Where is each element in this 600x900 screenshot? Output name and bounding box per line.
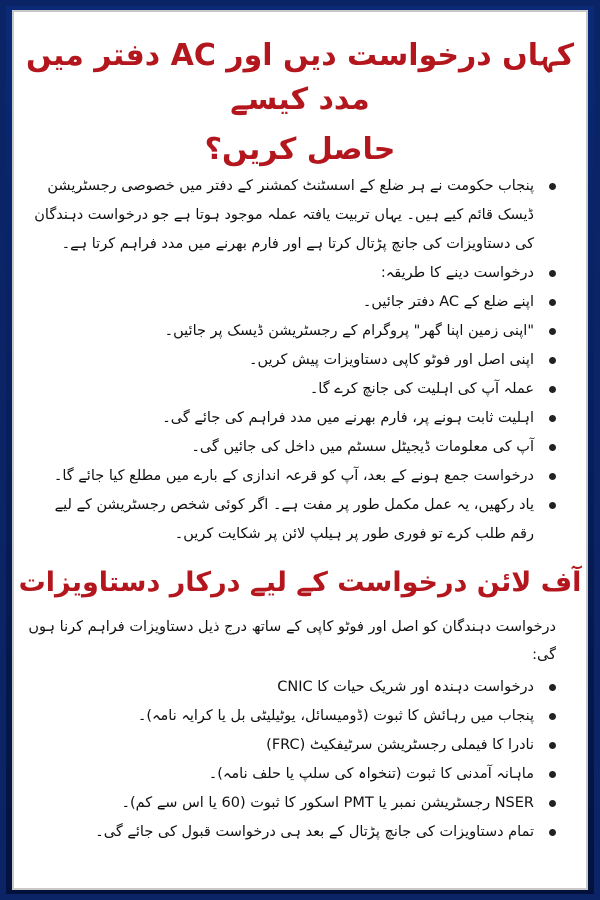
list-item <box>28 491 556 549</box>
bullet-icon <box>549 473 556 480</box>
list-item <box>28 789 556 818</box>
page-title-line1: کہاں درخواست دیں اور AC دفتر میں مدد کیسے <box>25 38 575 117</box>
list-item <box>28 462 556 491</box>
list-item <box>28 673 556 702</box>
list-item <box>28 346 556 375</box>
bullet-icon <box>549 742 556 749</box>
list-item-text: NSER رجسٹریشن نمبر یا PMT اسکور کا ثبوت (60 یا اس سے کم)۔ <box>121 795 534 811</box>
list-item-text: "اپنی زمین اپنا گھر" پروگرام کے رجسٹریشن ڈیسک پر جائیں۔ <box>164 323 534 339</box>
bullet-icon <box>549 328 556 335</box>
required-documents-list <box>14 673 586 847</box>
list-item-text: پنجاب حکومت نے ہر ضلع کے اسسٹنٹ کمشنر کے دفتر میں خصوصی رجسٹریشن ڈیسک قائم کیے ہیں۔ یہاں تربیت یافتہ عملہ موجود ہوتا ہے جو درخواست دہندگان کی دستاویزات کی جانچ پڑتال کرتا ہے اور فارم بھرنے میں مدد فراہم کرتا ہے۔ <box>34 178 534 252</box>
list-item-text: ماہانہ آمدنی کا ثبوت (تنخواہ کی سلپ یا حلف نامہ)۔ <box>208 766 534 782</box>
application-steps-list <box>14 172 586 549</box>
list-item <box>28 433 556 462</box>
list-item-text: تمام دستاویزات کی جانچ پڑتال کے بعد ہی درخواست قبول کی جائے گی۔ <box>95 824 534 840</box>
list-item <box>28 818 556 847</box>
bullet-icon <box>549 713 556 720</box>
page-title-line2: حاصل کریں؟ <box>204 132 396 167</box>
bullet-icon <box>549 183 556 190</box>
bullet-icon <box>549 800 556 807</box>
list-item <box>28 172 556 259</box>
list-item-text: پنجاب میں رہائش کا ثبوت (ڈومیسائل، یوٹیلیٹی بل یا کرایہ نامہ)۔ <box>137 708 534 724</box>
list-item-text: درخواست دینے کا طریقہ: <box>380 265 534 281</box>
content-panel <box>12 10 588 890</box>
bullet-icon <box>549 270 556 277</box>
list-item-text: درخواست دہندہ اور شریک حیات کا CNIC <box>277 679 534 695</box>
section-title-offline-documents: آف لائن درخواست کے لیے درکار دستاویزات <box>18 567 582 598</box>
list-item <box>28 317 556 346</box>
bullet-icon <box>549 386 556 393</box>
bullet-icon <box>549 502 556 509</box>
list-item-text: نادرا کا فیملی رجسٹریشن سرٹیفکیٹ (FRC) <box>266 737 534 753</box>
bullet-icon <box>549 771 556 778</box>
bullet-icon <box>549 444 556 451</box>
bullet-icon <box>549 829 556 836</box>
list-item <box>28 702 556 731</box>
list-item-text: اہلیت ثابت ہونے پر، فارم بھرنے میں مدد فراہم کی جائے گی۔ <box>162 410 534 426</box>
list-item-text: یاد رکھیں، یہ عمل مکمل طور پر مفت ہے۔ اگر کوئی شخص رجسٹریشن کے لیے رقم طلب کرے تو فوری طور پر ہیلپ لائن پر شکایت کریں۔ <box>54 497 534 542</box>
list-item <box>28 375 556 404</box>
section-intro: درخواست دہندگان کو اصل اور فوٹو کاپی کے ساتھ درج ذیل دستاویزات فراہم کرنا ہوں گی: <box>28 619 556 663</box>
list-item-text: اپنی اصل اور فوٹو کاپی دستاویزات پیش کریں۔ <box>248 352 534 368</box>
bullet-icon <box>549 299 556 306</box>
list-item-text: عملہ آپ کی اہلیت کی جانچ کرے گا۔ <box>309 381 534 397</box>
list-item-text: اپنے ضلع کے AC دفتر جائیں۔ <box>362 294 534 310</box>
list-item-text: آپ کی معلومات ڈیجیٹل سسٹم میں داخل کی جائیں گی۔ <box>191 439 534 455</box>
list-item <box>28 731 556 760</box>
list-item <box>28 760 556 789</box>
bullet-icon <box>549 415 556 422</box>
list-item-text: درخواست جمع ہونے کے بعد، آپ کو قرعہ اندازی کے بارے میں مطلع کیا جائے گا۔ <box>53 468 534 484</box>
list-item <box>28 288 556 317</box>
bullet-icon <box>549 357 556 364</box>
list-item <box>28 259 556 288</box>
bullet-icon <box>549 684 556 691</box>
list-item <box>28 404 556 433</box>
